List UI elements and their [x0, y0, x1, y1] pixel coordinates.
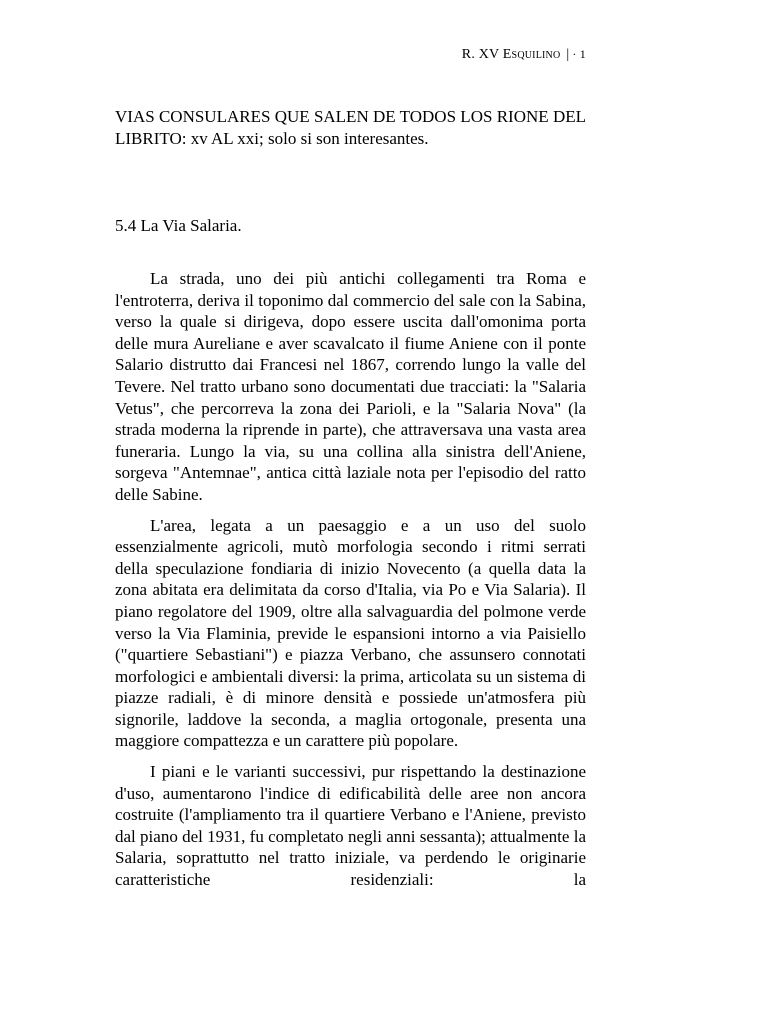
paragraph-2: L'area, legata a un paesaggio e a un uso del suolo essenzialmente agricoli, mutò morfologia secondo i ritmi serrati della speculazione fondiaria di inizio Novecento (a quella data la zona abitata era delimitata da corso d'Italia, via Po e Via Salaria). Il piano regolatore del 1909, oltre alla salvaguardia del polmone verde verso la Via Flaminia, previde le espansioni intorno a via Paisiello ("quartiere Sebastiani") e piazza Verbano, che assunsero connotati morfologici e ambientali diversi: la prima, articolata su un sistema di piazze radiali, è di minore densità e possiede un'atmosfera più signorile, laddove la seconda, a maglia ortogonale, presenta una maggiore compattezza e un carattere più popolare.: [115, 515, 586, 751]
document-title: VIAS CONSULARES QUE SALEN DE TODOS LOS RIONE DEL LIBRITO: xv AL xxi; solo si son interesantes.: [115, 107, 586, 148]
paragraph-3: I piani e le varianti successivi, pur rispettando la destinazione d'uso, aumentarono l'indice di edificabilità delle aree non ancora costruite (l'ampliamento tra il quartiere Verbano e l'Aniene, previsto dal piano del 1931, fu completato negli anni sessanta); attualmente la Salaria, soprattutto nel tratto iniziale, va perdendo le originarie caratteristiche residenziali: la: [115, 762, 586, 890]
body-text: [115, 268, 586, 900]
header-separator: |: [566, 47, 570, 62]
document-body: [115, 106, 586, 890]
page-header: [462, 47, 586, 63]
running-head: R. XV Esquilino: [461, 47, 561, 62]
section-heading: 5.4 La Via Salaria.: [115, 216, 242, 235]
page-number: · 1: [572, 47, 586, 61]
paragraph-1: La strada, uno dei più antichi collegamenti tra Roma e l'entroterra, deriva il toponimo dal commercio del sale con la Sabina, verso la quale si dirigeva, dopo essere uscita dall'omonima porta delle mura Aureliane e aver scavalcato il fiume Aniene con il ponte Salario distrutto dai Francesi nel 1867, correndo lungo la valle del Tevere. Nel tratto urbano sono documentati due tracciati: la "Salaria Vetus", che percorreva la zona dei Parioli, e la "Salaria Nova" (la strada moderna la riprende in parte), che attraversava una vasta area funeraria. Lungo la via, su una collina alla sinistra dell'Aniene, sorgeva "Antemnae", antica città laziale nota per l'episodio del ratto delle Sabine.: [115, 269, 586, 504]
